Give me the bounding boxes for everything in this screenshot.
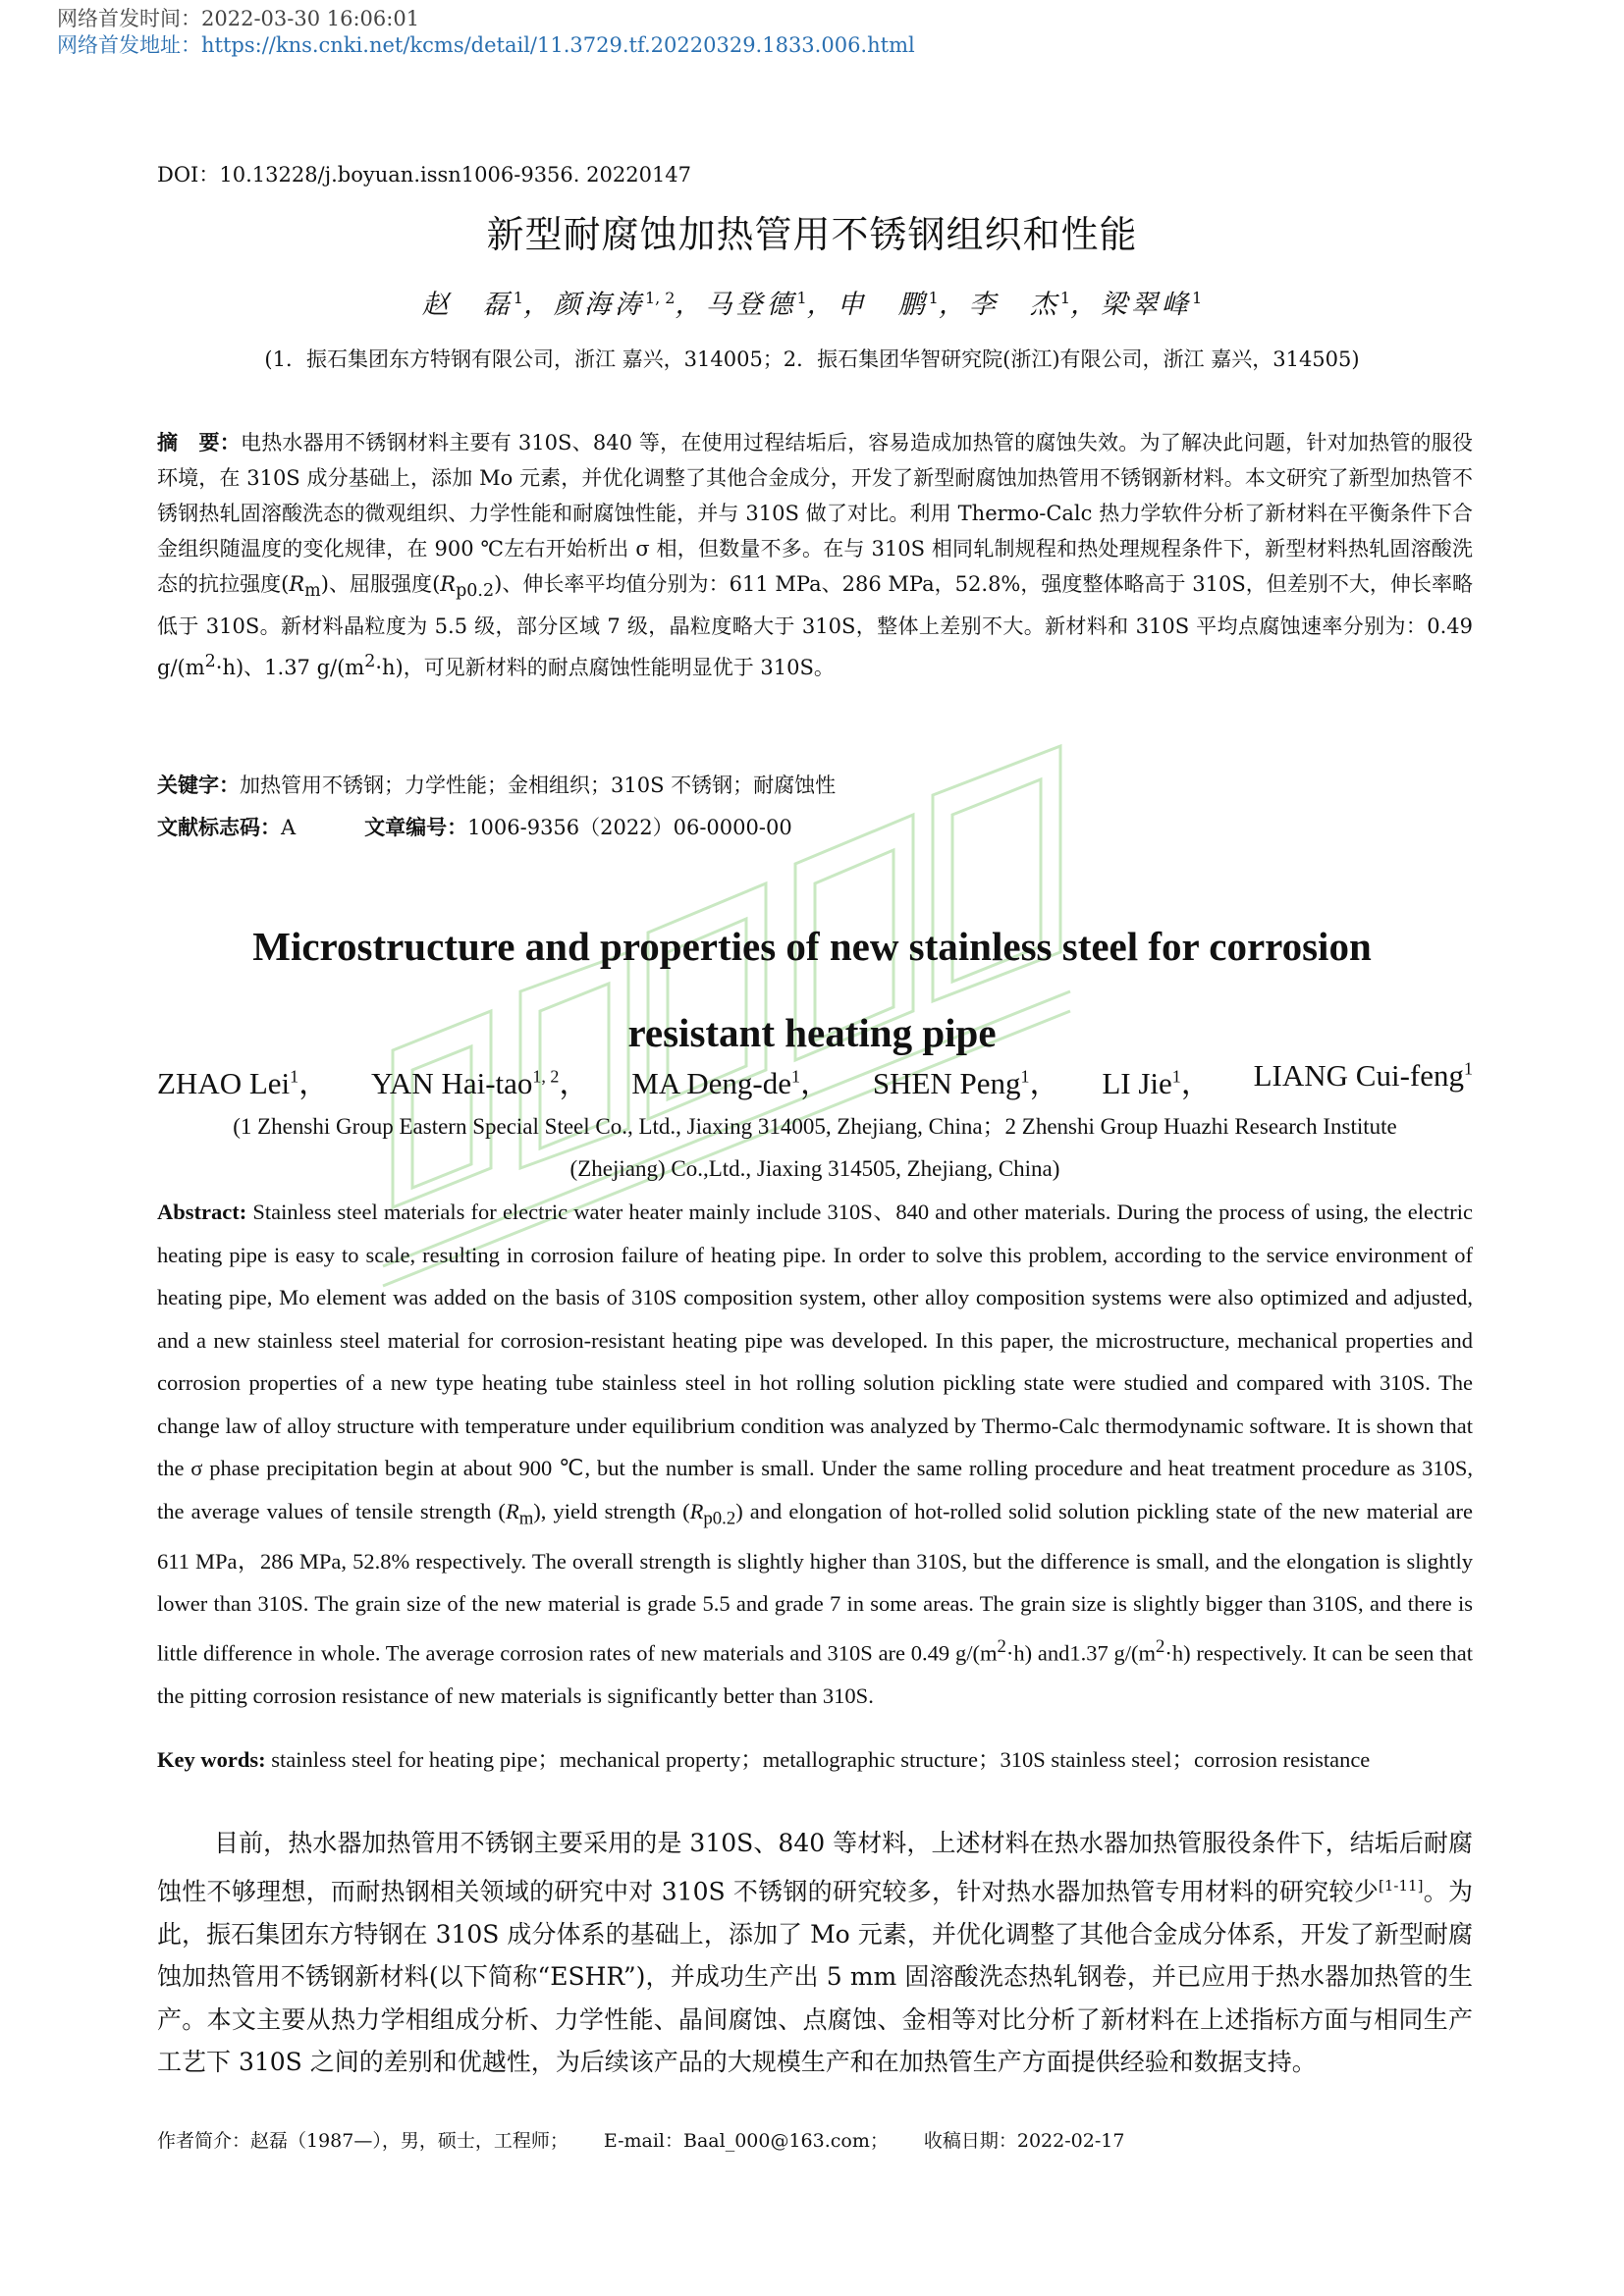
chinese-title: 新型耐腐蚀加热管用不锈钢组织和性能: [486, 213, 1138, 256]
abstract-label: Abstract:: [157, 1200, 247, 1224]
citation-link[interactable]: [1-11]: [1379, 1876, 1424, 1895]
cnki-header: [57, 6, 915, 59]
english-abstract: Abstract: Stainless steel materials for electric water heater mainly include 310S、840 and other materials. During the process of using, the electric heating pipe is easy to scale, resulting in corrosion failure of heating pipe. In order to solve this problem, according to the service environment of heating pipe, Mo element was added on the basis of 310S composition system, other alloy composition systems were also optimized and adjusted, and a new stainless steel material for corrosion-resistant heating pipe was developed. In this paper, the microstructure, mechanical properties and corrosion properties of a new type heating tube stainless steel in hot rolling solution pickling state were studied and compared with 310S. The change law of alloy structure with temperature under equilibrium condition was analyzed by Thermo-Calc thermodynamic software. It is shown that the σ phase precipitation begin at about 900 ℃, but the number is small. Under the same rolling procedure and heat treatment procedure as 310S, the average values of tensile strength $(R_m)$, yield strength $(R_{p0.2})$ and elongation of hot-rolled solid solution pickling state of the new material are 611 MPa，286 MPa, 52.8% respectively. The overall strength is slightly higher than 310S, but the difference is small, and the elongation is slightly lower than 310S. The grain size of the new material is grade 5.5 and grade 7 in some areas. The grain size is slightly bigger than 310S, and there is little difference in whole. The average corrosion rates of new materials and 310S are 0.49 $g/(m^2\cdot h)$ and1.37 $g/(m^2\cdot h)$ respectively. It can be seen that the pitting corrosion resistance of new materials is significantly better than 310S.: [157, 1200, 1473, 1708]
abstract-label: 摘 要：: [157, 431, 241, 454]
cn-author: 颜海涛$^{1, 2}$: [553, 289, 676, 320]
english-affiliation: (1 Zhenshi Group Eastern Special Steel Co., Ltd., Jiaxing 314005, Zhejiang, China；2 Zhenshi Group Huazhi Research Institute (Zhejiang) Co.,Ltd., Jiaxing 314505, Zhejiang, China): [233, 1114, 1397, 1181]
en-author: ZHAO Lei$^1$，: [157, 1066, 330, 1100]
publish-url-link[interactable]: 网络首发地址：https://kns.cnki.net/kcms/detail/11.3729.tf.20220329.1833.006.html: [57, 33, 915, 57]
chinese-abstract: 摘 要：电热水器用不锈钢材料主要有 310S、840 等，在使用过程结垢后，容易造成加热管的腐蚀失效。为了解决此问题，针对加热管的服役环境，在 310S 成分基础上，添加 Mo 元素，并优化调整了其他合金成分，开发了新型耐腐蚀加热管用不锈钢新材料。本文研究了新型加热管不锈钢热轧固溶酸洗态的微观组织、力学性能和耐腐蚀性能，并与 310S 做了对比。利用 Thermo-Calc 热力学软件分析了新材料在平衡条件下合金组织随温度的变化规律，在 900 ℃左右开始析出 σ 相，但数量不多。在与 310S 相同轧制规程和热处理规程条件下，新型材料热轧固溶酸洗态的抗拉强度$(R_m)$、屈服强度$(R_{p0.2})$、伸长率平均值分别为：611 MPa、286 MPa，52.8%，强度整体略高于 310S，但差别不大，伸长率略低于 310S。新材料晶粒度为 5.5 级，部分区域 7 级，晶粒度略大于 310S，整体上差别不大。新材料和 310S 平均点腐蚀速率分别为：0.49 $g/(m^2\cdot h)$、1.37 $g/(m^2\cdot h)$，可见新材料的耐点腐蚀性能明显优于 310S。: [157, 431, 1474, 680]
introduction-paragraph: 目前，热水器加热管用不锈钢主要采用的是 310S、840 等材料，上述材料在热水器加热管服役条件下，结垢后耐腐蚀性不够理想，而耐热钢相关领域的研究中对 310S 不锈钢的研究较多，针对热水器加热管专用材料的研究较少[1-11]。为此，振石集团东方特钢在 310S 成分体系的基础上，添加了 Mo 元素，并优化调整了其他合金成分体系，开发了新型耐腐蚀加热管用不锈钢新材料(以下简称“ESHR”)，并成功生产出 5 mm 固溶酸洗态热轧钢卷，并已应用于热水器加热管的生产。本文主要从热力学相组成分析、力学性能、晶间腐蚀、点腐蚀、金相等对比分析了新材料在上述指标方面与相同生产工艺下 310S 之间的差别和优越性，为后续该产品的大规模生产和在加热管生产方面提供经验和数据支持。: [157, 1829, 1473, 2077]
en-author: MA Deng-$de^1$，: [631, 1066, 831, 1100]
english-authors: [157, 1058, 1473, 1102]
chinese-authors: 赵 磊$^1$，颜海涛$^{1, 2}$，马登德$^1$，申 鹏$^1$，李 杰$^1$，梁翠峰$^1$: [421, 289, 1203, 320]
chinese-keywords: 关键字：加热管用不锈钢；力学性能；金相组织；310S 不锈钢；耐腐蚀性: [157, 774, 837, 797]
en-author: YAN Hai-tao$^{1, 2}$，: [370, 1066, 590, 1100]
en-author: SHEN Peng$^1$，: [872, 1066, 1060, 1100]
english-keywords: Key words: stainless steel for heating pipe；mechanical property；metallographic structure；310S stainless steel；corrosion resistance: [157, 1747, 1371, 1772]
cn-author: 梁翠峰$^1$: [1101, 289, 1203, 320]
en-author: LI Jie$^1$，: [1102, 1066, 1212, 1100]
english-title: Microstructure and properties of new stainless steel for corrosion resistant heating pipe: [252, 924, 1372, 1055]
cn-author: 马登德$^1$: [705, 289, 807, 320]
publish-time: 网络首发时间：2022-03-30 16:06:01: [57, 7, 420, 30]
cn-author: 申 鹏$^1$: [837, 289, 939, 320]
cn-author: 赵 磊$^1$: [421, 289, 523, 320]
cn-author: 李 杰$^1$: [968, 289, 1071, 320]
doi-line: DOI：10.13228/j.boyuan.issn1006-9356. 20220147: [157, 163, 692, 187]
author-footnote: 作者简介：赵磊（1987—），男，硕士，工程师； E-mail：Baal_000@163.com； 收稿日期：2022-02-17: [157, 2130, 1125, 2152]
document-codes: 文献标志码：A 文章编号：1006-9356（2022）06-0000-00: [157, 816, 792, 839]
en-author: LIANG Cui-feng$^1$: [1253, 1058, 1473, 1093]
author-email[interactable]: E-mail：Baal_000@163.com；: [603, 2130, 889, 2152]
chinese-affiliation: (1．振石集团东方特钢有限公司，浙江 嘉兴，314005；2．振石集团华智研究院(浙江)有限公司，浙江 嘉兴，314505): [264, 347, 1360, 371]
